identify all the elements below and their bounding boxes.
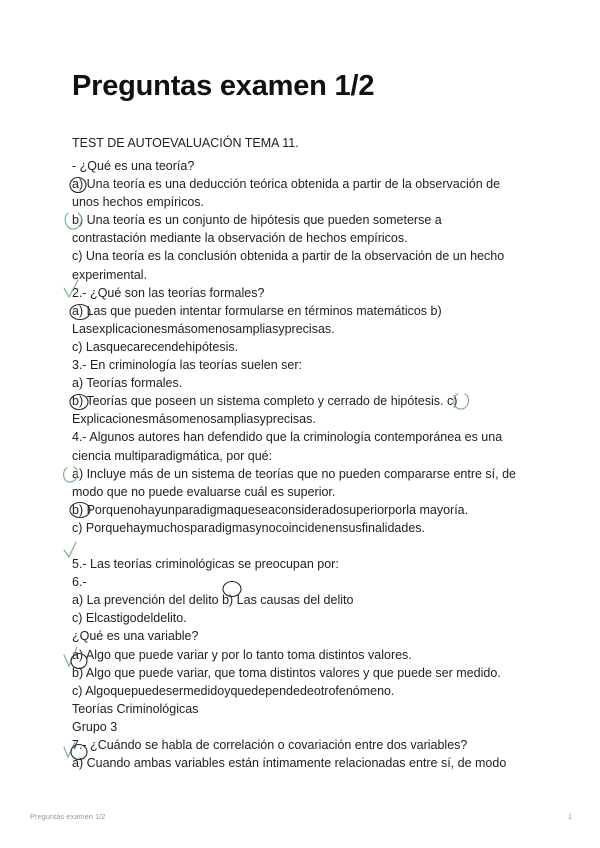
text-line: - ¿Qué es una teoría? — [72, 159, 195, 173]
text-line: c) Porquehaymuchosparadigmasynocoincidenensusfinalidades. — [72, 520, 425, 535]
test-heading: TEST DE AUTOEVALUACIÓN TEMA 11. — [72, 136, 299, 150]
text-line: a) Teorías formales. — [72, 376, 183, 391]
text-line: b) Teorías que poseen un sistema completo y cerrado de hipótesis. c) — [72, 394, 458, 409]
text-line: b) Algo que puede variar, que toma distintos valores y que puede ser medido. — [72, 665, 501, 680]
footer-title: Preguntas examen 1/2 — [30, 812, 106, 821]
text-line: 2.- ¿Qué son las teorías formales? — [72, 285, 265, 300]
text-line: 5.- Las teorías criminológicas se preocupan por: — [72, 557, 339, 572]
text-line: Explicacionesmásomenosampliasyprecisas. — [72, 412, 316, 427]
text-line: a) La prevención del delito b) Las causas del delito — [72, 593, 354, 608]
text-line: c) Elcastigodeldelito. — [72, 611, 187, 626]
text-line: ¿Qué es una variable? — [72, 629, 199, 644]
text-line: b) Porquenohayunparadigmaqueseaconsideradosuperiorporla mayoría. — [72, 502, 469, 517]
text-line: c) Lasquecarecendehipótesis. — [72, 339, 239, 354]
text-line: a) Incluye más de un sistema de teorías que no pueden compararse entre sí, de — [72, 466, 517, 481]
text-line: b) Una teoría es un conjunto de hipótesis que pueden someterse a — [72, 213, 442, 228]
text-line: unos hechos empíricos. — [72, 195, 205, 210]
text-line — [72, 537, 542, 555]
text-line: 7.- ¿Cuándo se habla de correlación o covariación entre dos variables? — [72, 738, 468, 752]
text-line: Teorías Criminológicas — [72, 701, 199, 716]
text-line: 4.- Algunos autores han defendido que la criminología contemporánea es una — [72, 430, 503, 445]
text-line: experimental. — [72, 267, 148, 282]
text-line: ciencia multiparadigmática, por qué: — [72, 448, 273, 463]
text-line: Lasexplicacionesmásomenosampliasyprecisas. — [72, 321, 335, 336]
text-line: modo que no puede evaluarse cuál es superior. — [72, 484, 336, 499]
text-line: c) Una teoría es la conclusión obtenida a partir de la observación de un hecho — [72, 249, 505, 264]
question-list — [72, 157, 542, 772]
text-line: 3.- En criminología las teorías suelen ser: — [72, 358, 302, 373]
text-line: contrastación mediante la observación de hechos empíricos. — [72, 231, 408, 246]
page-number: 1 — [567, 812, 572, 821]
page-title: Preguntas examen 1/2 — [72, 70, 375, 102]
text-line: Grupo 3 — [72, 719, 118, 734]
text-line: 6.- — [72, 575, 87, 590]
text-line: c) Algoquepuedesermedidoyquedependedeotrofenómeno. — [72, 683, 395, 698]
text-line: a) Las que pueden intentar formularse en términos matemáticos b) — [72, 303, 442, 318]
text-line: a) Cuando ambas variables están íntimamente relacionadas entre sí, de modo — [72, 756, 507, 771]
text-line: a) Algo que puede variar y por lo tanto toma distintos valores. — [72, 647, 412, 662]
text-line: a) Una teoría es una deducción teórica obtenida a partir de la observación de — [72, 177, 501, 192]
